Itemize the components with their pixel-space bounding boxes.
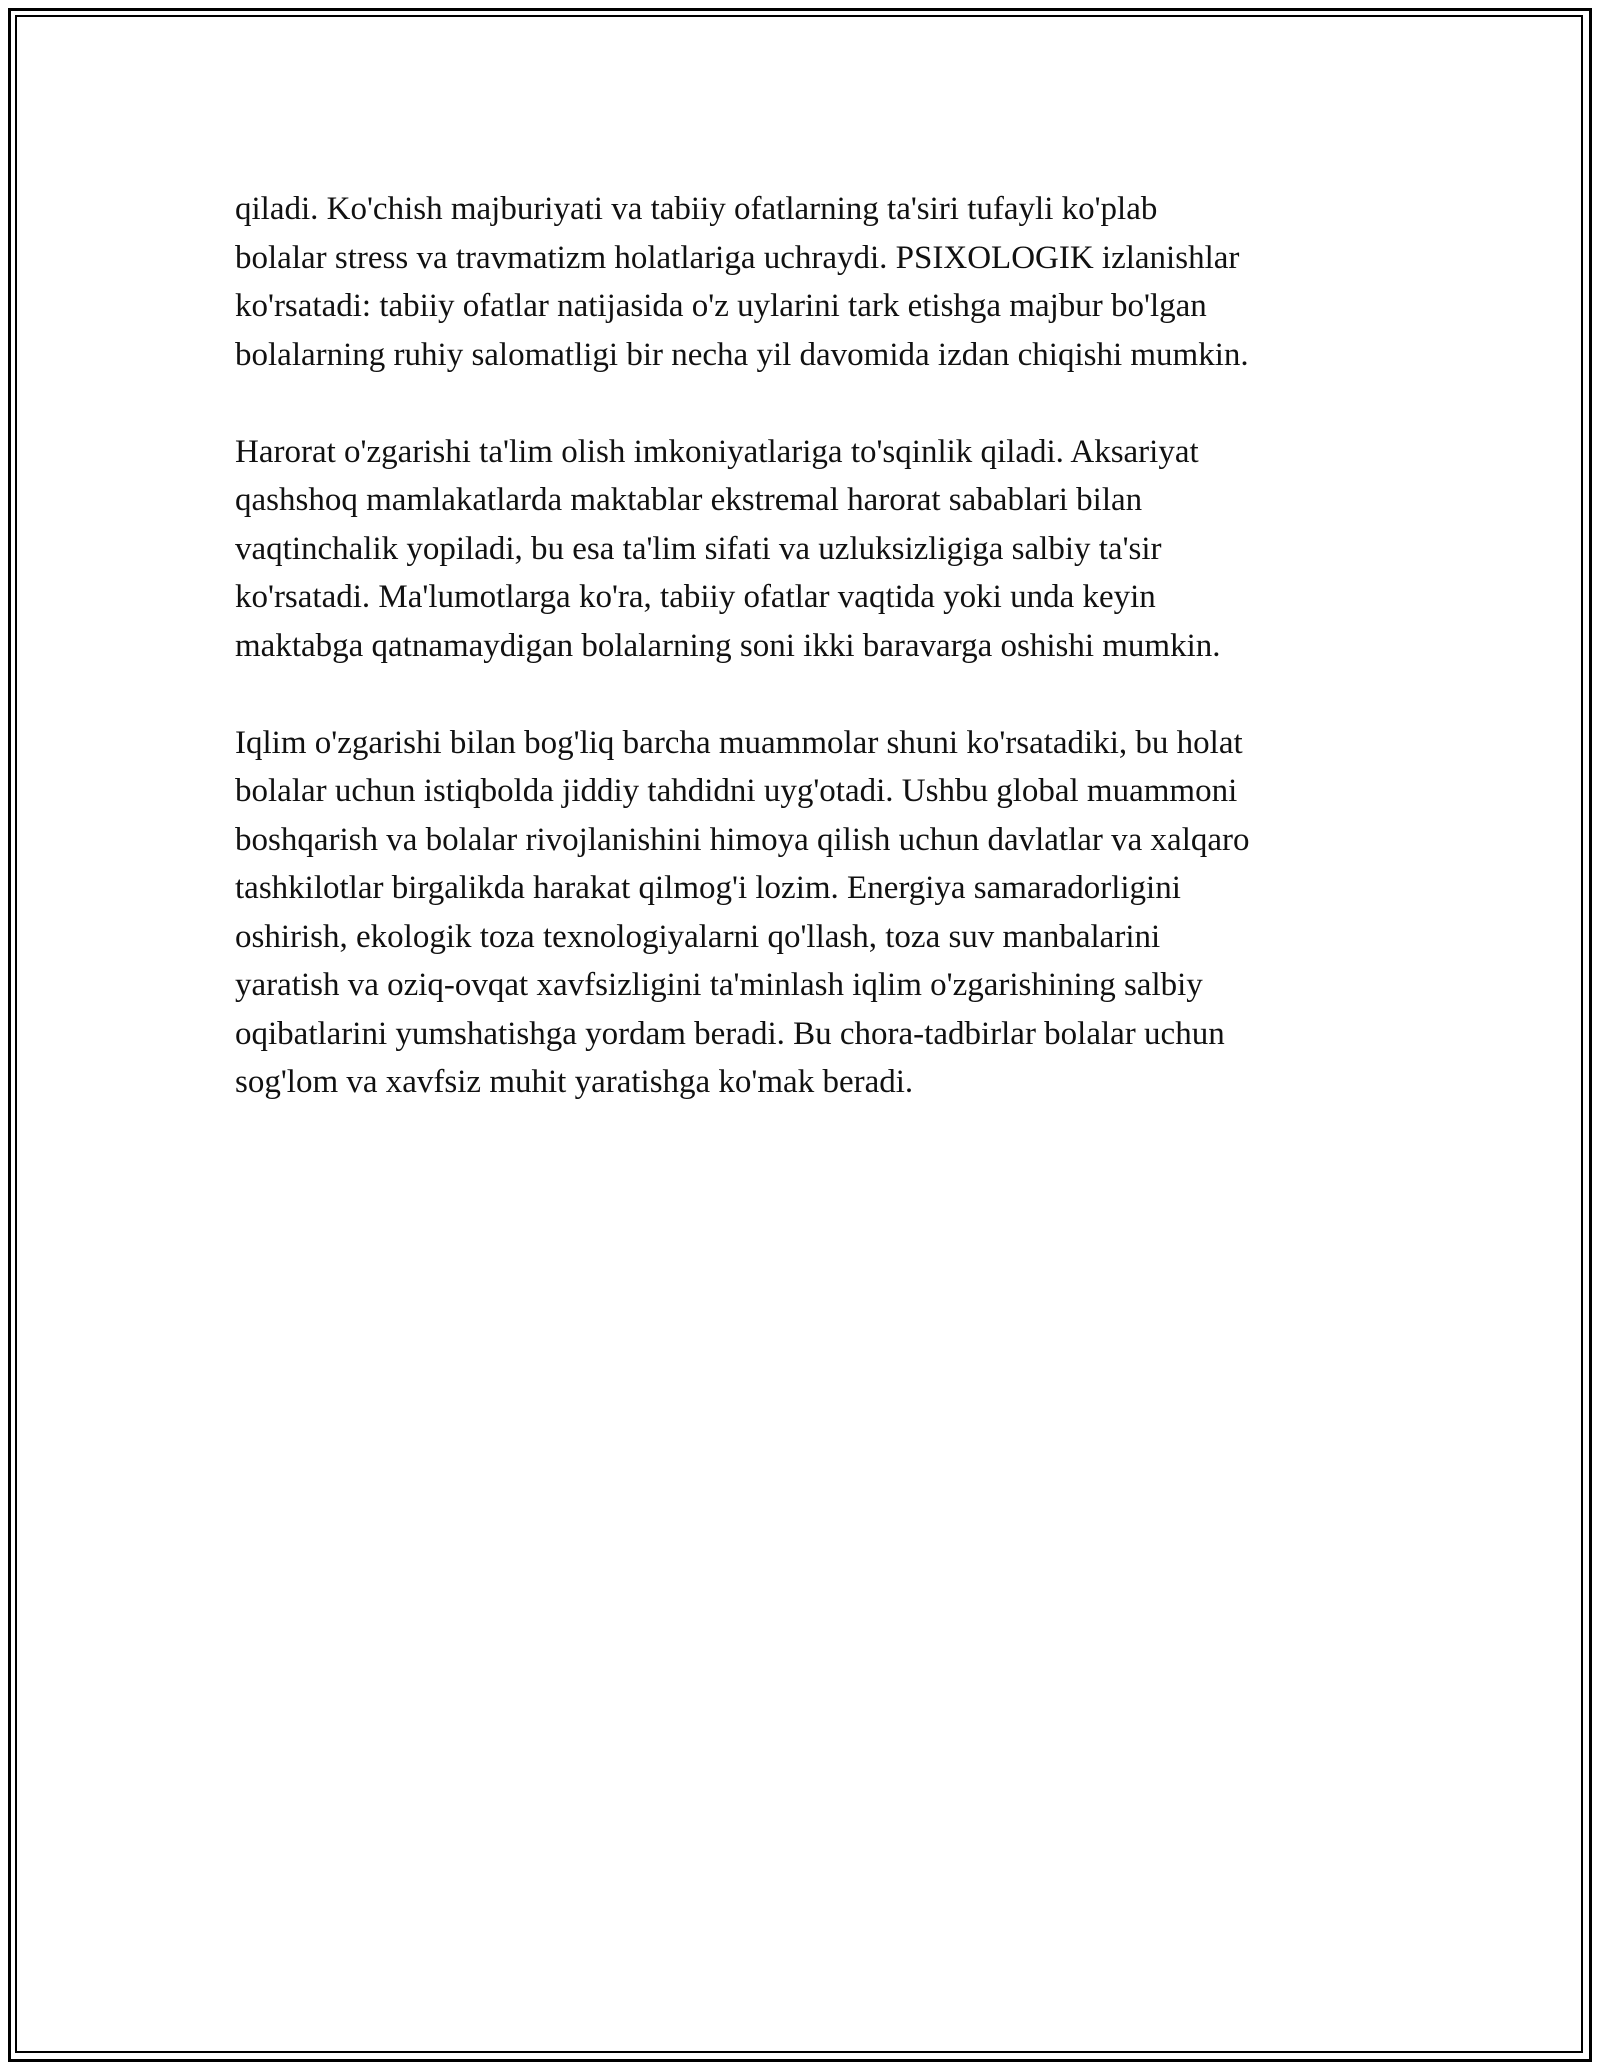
text-line: bolalarning ruhiy salomatligi bir necha yil davomida izdan chiqishi mumkin. <box>235 336 1249 373</box>
paragraph-displacement <box>235 185 1385 379</box>
text-line: bolalar uchun istiqbolda jiddiy tahdidni uyg'otadi. Ushbu global muammoni <box>235 773 1238 809</box>
text-line: maktabga qatnamaydigan bolalarning soni ikki baravarga oshishi mumkin. <box>235 627 1221 664</box>
text-line: yaratish va oziq-ovqat xavfsizligini ta'minlash iqlim o'zgarishining salbiy <box>235 967 1203 1003</box>
paragraph-conclusion <box>235 719 1385 1107</box>
document-body <box>235 185 1385 1155</box>
text-line: ko'rsatadi: tabiiy ofatlar natijasida o'z uylarini tark etishga majbur bo'lgan <box>235 288 1207 324</box>
text-line: bolalar stress va travmatizm holatlariga uchraydi. PSIXOLOGIK izlanishlar <box>235 239 1240 276</box>
text-line: oqibatlarini yumshatishga yordam beradi. Bu chora-tadbirlar bolalar uchun <box>235 1015 1225 1052</box>
text-line: ko'rsatadi. Ma'lumotlarga ko'ra, tabiiy ofatlar vaqtida yoki unda keyin <box>235 579 1156 615</box>
text-line: oshirish, ekologik toza texnologiyalarni qo'llash, toza suv manbalarini <box>235 918 1161 955</box>
text-line: qashshoq mamlakatlarda maktablar ekstremal harorat sabablari bilan <box>235 482 1143 518</box>
text-line: sog'lom va xavfsiz muhit yaratishga ko'mak beradi. <box>235 1064 914 1100</box>
text-line: tashkilotlar birgalikda harakat qilmog'i lozim. Energiya samaradorligini <box>235 870 1181 906</box>
paragraph-education <box>235 428 1385 671</box>
text-line: Iqlim o'zgarishi bilan bog'liq barcha muammolar shuni ko'rsatadiki, bu holat <box>235 724 1243 761</box>
text-line: vaqtinchalik yopiladi, bu esa ta'lim sifati va uzluksizligiga salbiy ta'sir <box>235 530 1162 567</box>
text-line: Harorat o'zgarishi ta'lim olish imkoniyatlariga to'sqinlik qiladi. Aksariyat <box>235 433 1199 470</box>
text-line: boshqarish va bolalar rivojlanishini himoya qilish uchun davlatlar va xalqaro <box>235 821 1250 858</box>
text-line: qiladi. Ko'chish majburiyati va tabiiy ofatlarning ta'siri tufayli ko'plab <box>235 191 1158 227</box>
